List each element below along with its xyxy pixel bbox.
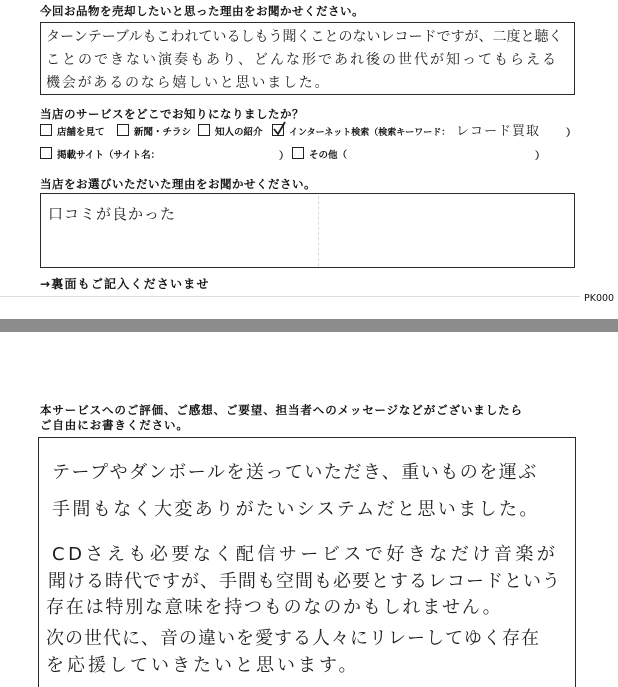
feedback-question-line: ご自由にお書きください。: [40, 418, 189, 432]
option-label-acquaintance: 知人の紹介: [215, 127, 263, 138]
option-label-store: 店舗を見て: [57, 127, 105, 138]
checkbox-newspaper-flyer[interactable]: [117, 124, 129, 136]
option-label-other: その他（: [309, 150, 348, 161]
referral-question: 当店のサービスをどこでお知りになりましたか？: [40, 107, 304, 121]
checkbox-other[interactable]: [292, 147, 304, 159]
page-separator: [0, 319, 618, 332]
close-paren: ）: [279, 151, 289, 162]
checkbox-acquaintance[interactable]: [198, 124, 210, 136]
scan-edge-line: [0, 296, 580, 297]
scan-fold-line: [318, 196, 319, 266]
choice-reason-question: 当店をお選びいただいた理由をお聞かせください。: [40, 177, 316, 191]
sale-reason-answer-line: 機会があるのなら嬉しいと思いました。: [46, 75, 331, 91]
option-label-internet-search: インターネット検索（検索キーワード：: [289, 128, 451, 138]
feedback-answer-line: 次の世代に、音の違いを愛する人々にリレーしてゆく存在: [46, 628, 540, 649]
checkbox-store[interactable]: [40, 124, 52, 136]
feedback-answer-line: 手間もなく大変ありがたいシステムだと思いました。: [52, 499, 540, 520]
feedback-question-line: 本サービスへのご評価、ご感想、ご要望、担当者へのメッセージなどがございましたら: [40, 403, 523, 417]
checkbox-internet-search[interactable]: [272, 124, 284, 136]
close-paren: ）: [535, 151, 545, 162]
sale-reason-question: 今回お品物を売却したいと思った理由をお聞かせください。: [40, 4, 364, 18]
option-label-listing-site: 掲載サイト（サイト名：: [57, 150, 161, 161]
feedback-answer-line: 聞ける時代ですが、手間も空間も必要とするレコードという: [48, 571, 561, 592]
checkmark-icon: [272, 121, 286, 136]
form-code: PK000: [584, 293, 615, 304]
feedback-answer-line: CDさえも必要なく配信サービスで好きなだけ音楽が: [52, 544, 559, 565]
feedback-answer-line: 存在は特別な意味を持つものなのかもしれません。: [46, 597, 503, 618]
option-label-newspaper-flyer: 新聞・チラシ: [134, 127, 192, 138]
feedback-answer-line: を応援していきたいと思います。: [46, 655, 360, 676]
back-side-note: →裏面もご記入くださいませ: [40, 277, 210, 291]
sale-reason-answer-line: ことのできない演奏もあり、どんな形であれ後の世代が知ってもらえる: [46, 52, 558, 68]
sale-reason-answer-line: ターンテーブルもこわれているしもう聞くことのないレコードですが、二度と聴く: [46, 29, 563, 45]
checkbox-listing-site[interactable]: [40, 147, 52, 159]
feedback-answer-line: テープやダンボールを送っていただき、重いものを運ぶ: [52, 462, 538, 483]
close-paren: ）: [566, 128, 576, 139]
search-keyword-answer: レコード買取: [456, 124, 541, 139]
choice-reason-answer: 口コミが良かった: [48, 205, 177, 223]
